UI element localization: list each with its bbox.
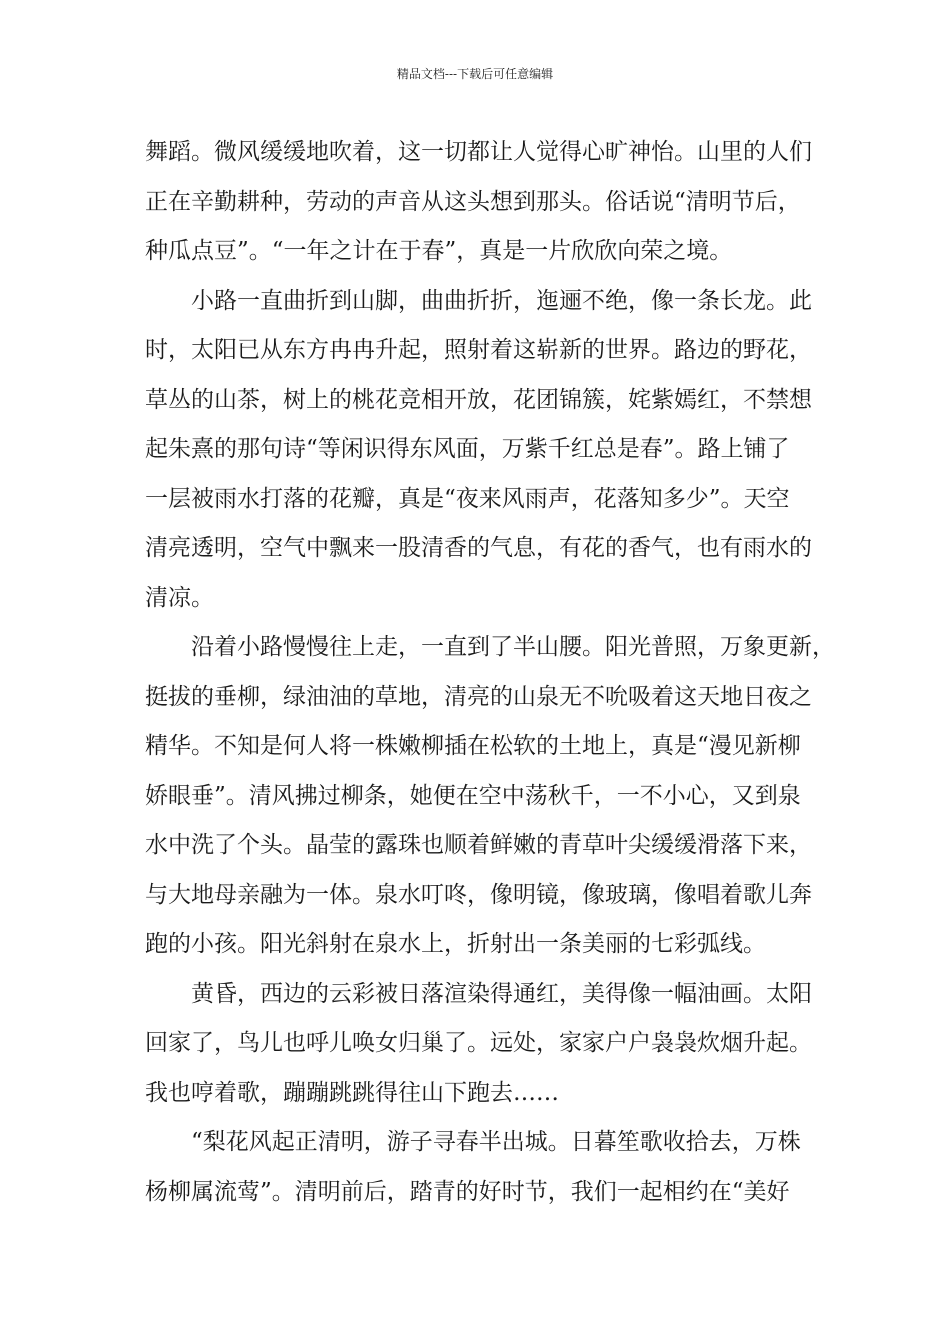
text-line: 草丛的山茶，树上的桃花竞相开放，花团锦簇，姹紫嫣红，不禁想	[145, 386, 812, 413]
text-line: 正在辛勤耕种，劳动的声音从这头想到那头。俗话说“清明节后，	[145, 188, 801, 215]
text-line: 与大地母亲融为一体。泉水叮咚，像明镜，像玻璃，像唱着歌儿奔	[145, 881, 812, 908]
text-line: 沿着小路慢慢往上走，一直到了半山腰。阳光普照，万象更新，	[145, 634, 835, 660]
text-line: 舞蹈。微风缓缓地吹着，这一切都让人觉得心旷神怡。山里的人们	[145, 139, 812, 165]
text-line: 回家了，鸟儿也呼儿唤女归巢了。远处，家家户户袅袅炊烟升起。	[145, 1030, 812, 1056]
text-line: 杨柳属流莺”。清明前后，踏青的好时节，我们一起相约在“美好	[145, 1178, 790, 1205]
text-line: 时，太阳已从东方冉冉升起，照射着这崭新的世界。路边的野花，	[145, 337, 812, 363]
text-line: 种瓜点豆”。“一年之计在于春”，真是一片欣欣向荣之境。	[145, 238, 733, 264]
text-line: 我也哼着歌，蹦蹦跳跳得往山下跑去……	[145, 1079, 559, 1106]
text-line: 清凉。	[145, 584, 214, 611]
text-line: 黄昏，西边的云彩被日落渲染得通红，美得像一幅油画。太阳	[145, 980, 812, 1007]
text-line: 精华。不知是何人将一株嫩柳插在松软的土地上，真是“漫见新柳	[145, 733, 801, 759]
text-line: 娇眼垂”。清风拂过柳条，她便在空中荡秋千，一不小心，又到泉	[145, 782, 801, 809]
text-line: “梨花风起正清明，游子寻春半出城。日暮笙歌收拾去，万株	[145, 1129, 801, 1155]
text-line: 跑的小孩。阳光斜射在泉水上，折射出一条美丽的七彩弧线。	[145, 931, 766, 957]
text-line: 起朱熹的那句诗“等闲识得东风面，万紫千红总是春”。路上铺了	[145, 436, 790, 462]
text-line: 一层被雨水打落的花瓣，真是“夜来风雨声，花落知多少”。天空	[145, 485, 790, 512]
text-line: 水中洗了个头。晶莹的露珠也顺着鲜嫩的青草叶尖缓缓滑落下来，	[145, 832, 812, 858]
text-line: 小路一直曲折到山脚，曲曲折折，迤逦不绝，像一条长龙。此	[145, 287, 812, 314]
text-line: 清亮透明，空气中飘来一股清香的气息，有花的香气，也有雨水的	[145, 535, 812, 561]
text-line: 挺拔的垂柳，绿油油的草地，清亮的山泉无不吮吸着这天地日夜之	[145, 683, 812, 710]
page-header: 精品文档---下载后可任意编辑	[396, 67, 554, 81]
document-body	[145, 132, 835, 1221]
